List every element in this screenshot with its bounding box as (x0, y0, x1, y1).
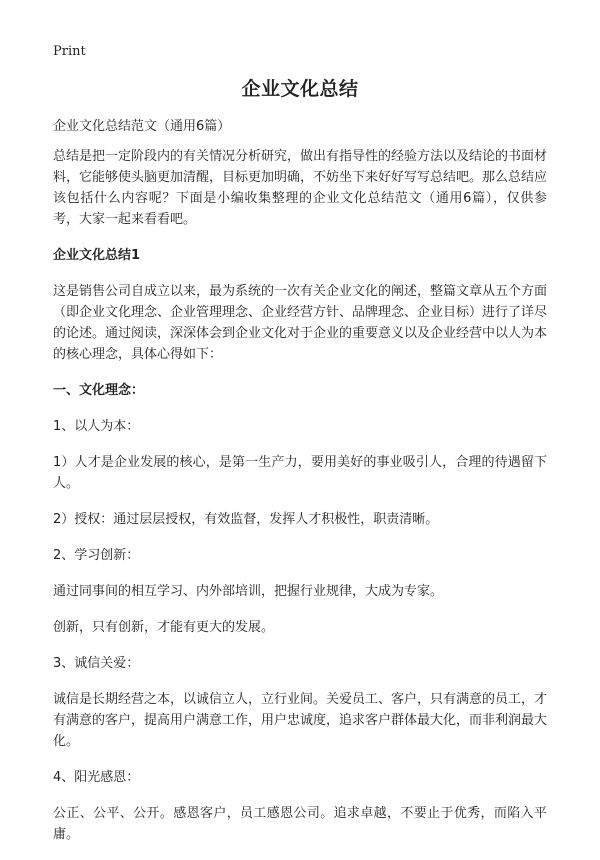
item1-heading: 1、以人为本： (53, 419, 140, 434)
item4-paragraph-1: 公正、公平、公开。感恩客户，员工感恩公司。追求卓越，不要止于优秀，而陷入平庸。 (53, 806, 547, 842)
item3-heading: 3、诚信关爱： (53, 656, 140, 671)
item3-paragraph-1: 诚信是长期经营之本，以诚信立人，立行业间。关爱员工、客户，只有满意的员工，才有满意的客户，提高用户满意工作，用户忠诚度，追求客户群体最大化，而非利润最大化。 (53, 692, 548, 749)
part-heading: 一、文化理念： (53, 383, 145, 398)
section-heading: 企业文化总结1 (53, 248, 141, 263)
print-link[interactable]: Print (53, 44, 86, 59)
intro-paragraph: 总结是把一定阶段内的有关情况分析研究，做出有指导性的经验方法以及结论的书面材料，它能够使头脑更加清醒，目标更加明确，不妨坐下来好好写写总结吧。那么总结应该包括什么内容呢？下面是小编收集整理的企业文化总结范文（通用6篇），仅供参考，大家一起来看看吧。 (53, 149, 548, 227)
item2-paragraph-2: 创新，只有创新，才能有更大的发展。 (53, 620, 275, 635)
page-title: 企业文化总结 (241, 78, 359, 100)
item1-paragraph-1: 1）人才是企业发展的核心，是第一生产力，要用美好的事业吸引人，合理的待遇留下人。 (53, 455, 547, 491)
item2-paragraph-1: 通过同事间的相互学习、内外部培训，把握行业规律，大成为专家。 (53, 584, 444, 599)
item1-paragraph-2: 2）授权：通过层层授权，有效监督，发挥人才积极性，职责清晰。 (53, 512, 439, 527)
document-content (53, 76, 547, 860)
item4-heading: 4、阳光感恩： (53, 770, 140, 785)
item2-heading: 2、学习创新： (53, 548, 140, 563)
section-intro-paragraph: 这是销售公司自成立以来，最为系统的一次有关企业文化的阐述，整篇文章从五个方面（即企业文化理念、企业管理理念、企业经营方针、品牌理念、企业目标）进行了详尽的论述。通过阅读，深深体会到企业文化对于企业的重要意义以及企业经营中以人为本的核心理念，具体心得如下： (53, 284, 548, 362)
document-subtitle: 企业文化总结范文（通用6篇） (53, 119, 231, 134)
